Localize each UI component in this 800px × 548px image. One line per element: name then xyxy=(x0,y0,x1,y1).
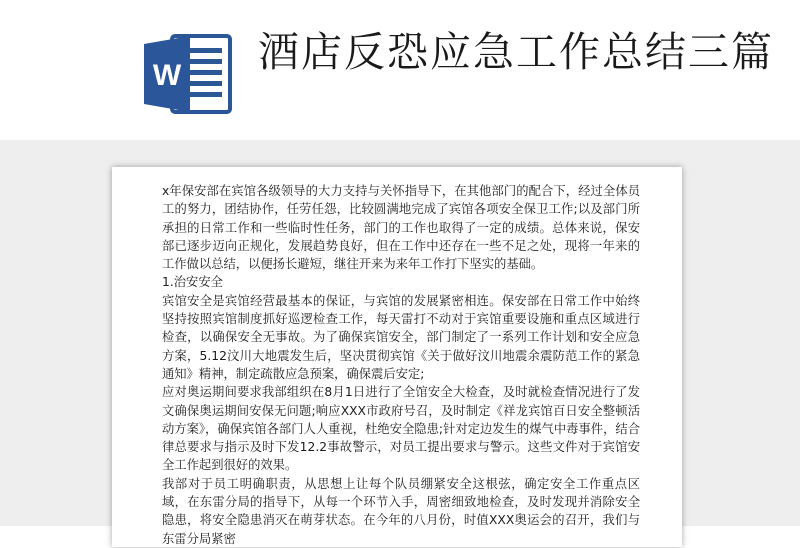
page-title: 酒店反恐应急工作总结三篇 xyxy=(258,28,774,76)
section-heading-security: 1.治安安全 xyxy=(162,275,223,290)
paragraph-olympics: 应对奥运期间要求我部组织在8月1日进行了全馆安全大检查，及时就检查情况进行了发文确保奥运期间安保无问题;响应XXX市政府号召，及时制定《祥龙宾馆百日安全整顿活动方案》，确保宾馆各部门人人重视，杜绝安全隐患;针对定边发生的煤气中毒事件，结合律总要求与指示及时下发12.2事故警示，对员工提出要求与警示。这些文件对于宾馆安全工作起到很好的效果。 xyxy=(162,385,640,473)
header-banner xyxy=(0,0,800,140)
paragraph-staff-duties: 我部对于员工明确职责，从思想上让每个队员绷紧安全这根弦，确定安全工作重点区域，在东雷分局的指导下，从每一个环节入手，周密细致地检查，及时发现并消除安全隐患，将安全隐患消灭在萌芽状态。在今年的八月份，时值XXX奥运会的召开，我们与东雷分局紧密 xyxy=(162,476,640,546)
document-body xyxy=(162,182,640,548)
word-logo-letter: W xyxy=(152,59,182,92)
paragraph-security: 宾馆安全是宾馆经营最基本的保证，与宾馆的发展紧密相连。保安部在日常工作中始终坚持按照宾馆制度抓好巡逻检查工作，每天雷打不动对于宾馆重要设施和重点区域进行检查，以确保安全无事故。为了确保宾馆安全，部门制定了一系列工作计划和安全应急方案，5.12汶川大地震发生后，坚决贯彻宾馆《关于做好汶川地震余震防范工作的紧急通知》精神，制定疏散应急预案，确保震后安定; xyxy=(162,293,640,381)
word-document-icon xyxy=(142,30,234,118)
paragraph-intro: x年保安部在宾馆各级领导的大力支持与关怀指导下，在其他部门的配合下，经过全体员工的努力，团结协作，任劳任怨，比较圆满地完成了宾馆各项安全保卫工作;以及部门所承担的日常工作和一些临时性任务，部门的工作也取得了一定的成绩。总体来说，保安部已逐步迈向正规化，发展趋势良好，但在工作中还存在一些不足之处，现将一年来的工作做以总结，以便扬长避短，继往开来为来年工作打下坚实的基础。 xyxy=(162,184,640,272)
